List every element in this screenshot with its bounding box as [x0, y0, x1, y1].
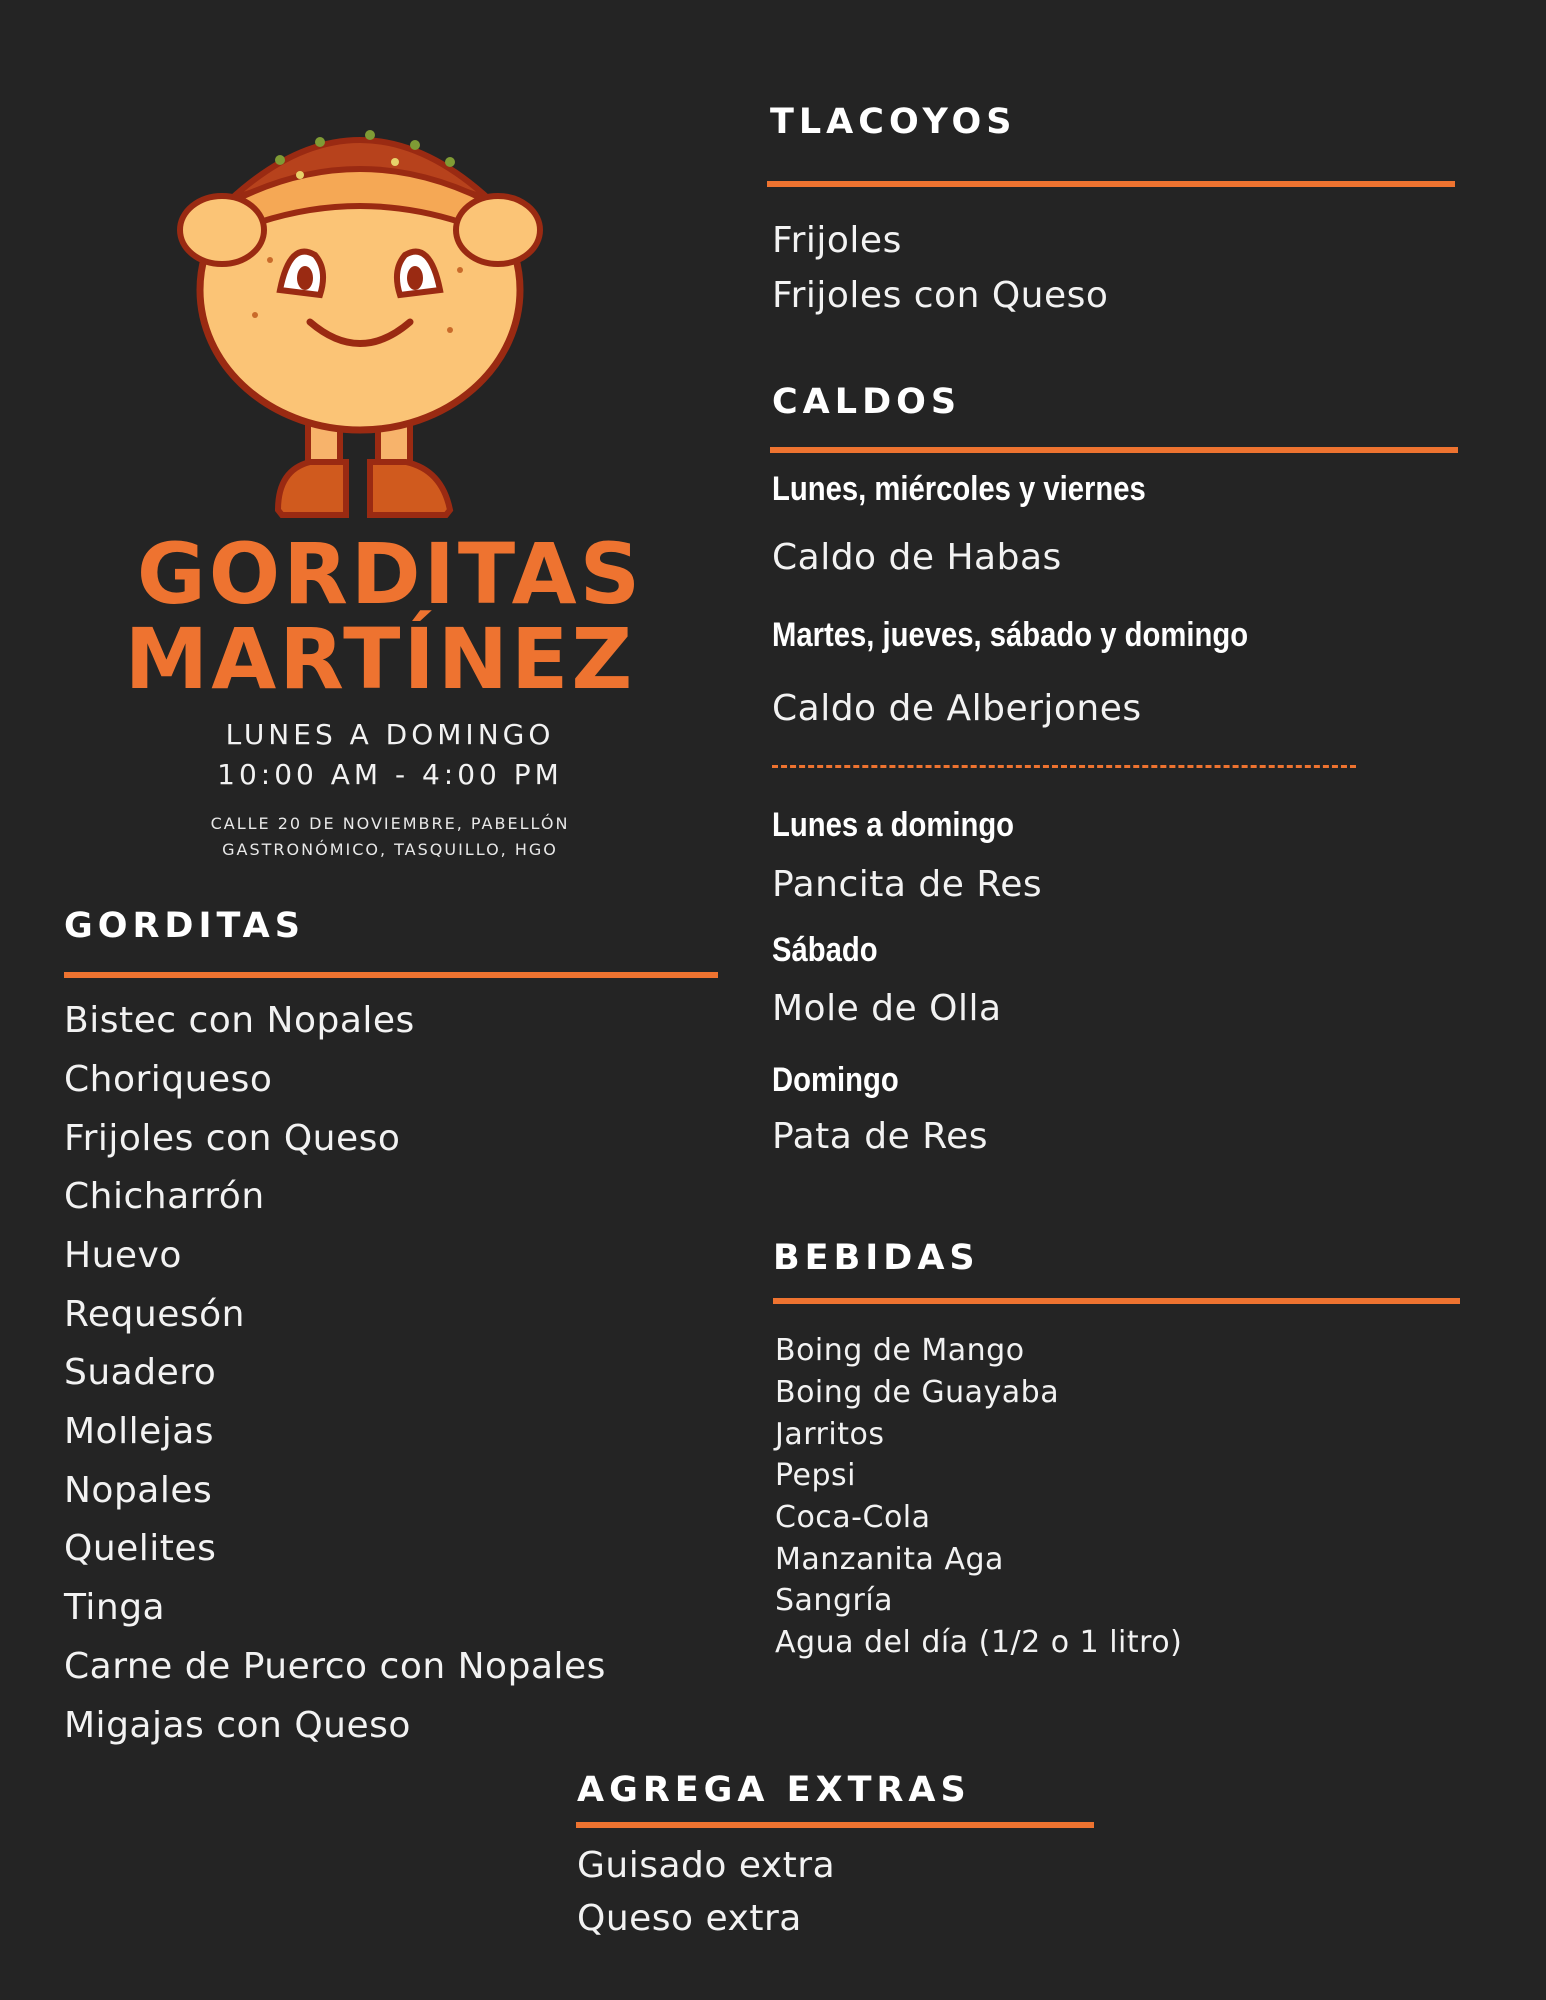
address-line2: GASTRONÓMICO, TASQUILLO, HGO [222, 840, 558, 859]
drink-item: Boing de Guayaba [775, 1375, 1060, 1410]
opening-days: LUNES A DOMINGO [225, 718, 555, 751]
restaurant-name-line1: GORDITAS [136, 525, 644, 623]
caldo-item: Mole de Olla [772, 988, 1002, 1029]
menu-item: Quelites [64, 1528, 217, 1569]
section-divider [770, 447, 1458, 453]
section-heading-extras: AGREGA EXTRAS [577, 1770, 971, 1810]
gordita-mascot-icon [160, 90, 570, 530]
drink-item: Agua del día (1/2 o 1 litro) [775, 1625, 1183, 1660]
menu-item: Choriqueso [64, 1059, 273, 1100]
caldo-item: Caldo de Habas [772, 537, 1062, 578]
menu-item: Carne de Puerco con Nopales [64, 1646, 606, 1687]
section-heading-caldos: CALDOS [772, 382, 962, 422]
menu-item: Frijoles [772, 220, 902, 261]
caldo-item: Pata de Res [772, 1116, 989, 1157]
section-heading-bebidas: BEBIDAS [773, 1238, 980, 1278]
restaurant-name-line2: MARTÍNEZ [124, 610, 636, 708]
caldo-item: Caldo de Alberjones [772, 688, 1142, 729]
drink-item: Boing de Mango [775, 1333, 1025, 1368]
caldo-days: Martes, jueves, sábado y domingo [772, 616, 1249, 654]
extra-item: Queso extra [577, 1898, 802, 1939]
menu-item: Mollejas [64, 1411, 215, 1452]
caldo-days: Lunes a domingo [772, 806, 1015, 844]
section-divider [64, 972, 718, 978]
section-divider [767, 181, 1455, 187]
menu-item: Nopales [64, 1470, 213, 1511]
drink-item: Coca-Cola [775, 1500, 931, 1535]
menu-item: Requesón [64, 1294, 245, 1335]
caldo-item: Pancita de Res [772, 864, 1043, 905]
caldo-days: Sábado [772, 931, 878, 969]
caldo-days: Domingo [772, 1061, 899, 1099]
address-line1: CALLE 20 DE NOVIEMBRE, PABELLÓN [210, 814, 570, 833]
menu-item: Suadero [64, 1352, 217, 1393]
drink-item: Sangría [775, 1583, 894, 1618]
section-heading-tlacoyos: TLACOYOS [770, 102, 1017, 142]
menu-item: Chicharrón [64, 1176, 265, 1217]
menu-item: Huevo [64, 1235, 182, 1276]
section-divider [576, 1822, 1094, 1828]
section-heading-gorditas: GORDITAS [64, 906, 305, 946]
extra-item: Guisado extra [577, 1845, 836, 1886]
menu-item: Frijoles con Queso [772, 275, 1109, 316]
caldo-days: Lunes, miércoles y viernes [772, 470, 1146, 508]
drink-item: Manzanita Aga [775, 1542, 1004, 1577]
menu-item: Bistec con Nopales [64, 1000, 415, 1041]
menu-item: Frijoles con Queso [64, 1118, 401, 1159]
section-divider [773, 1298, 1460, 1304]
drink-item: Jarritos [775, 1417, 885, 1452]
menu-item: Migajas con Queso [64, 1705, 411, 1746]
drink-item: Pepsi [775, 1458, 856, 1493]
opening-hours: 10:00 AM - 4:00 PM [217, 758, 563, 791]
dashed-divider [772, 765, 1356, 768]
menu-item: Tinga [64, 1587, 166, 1628]
